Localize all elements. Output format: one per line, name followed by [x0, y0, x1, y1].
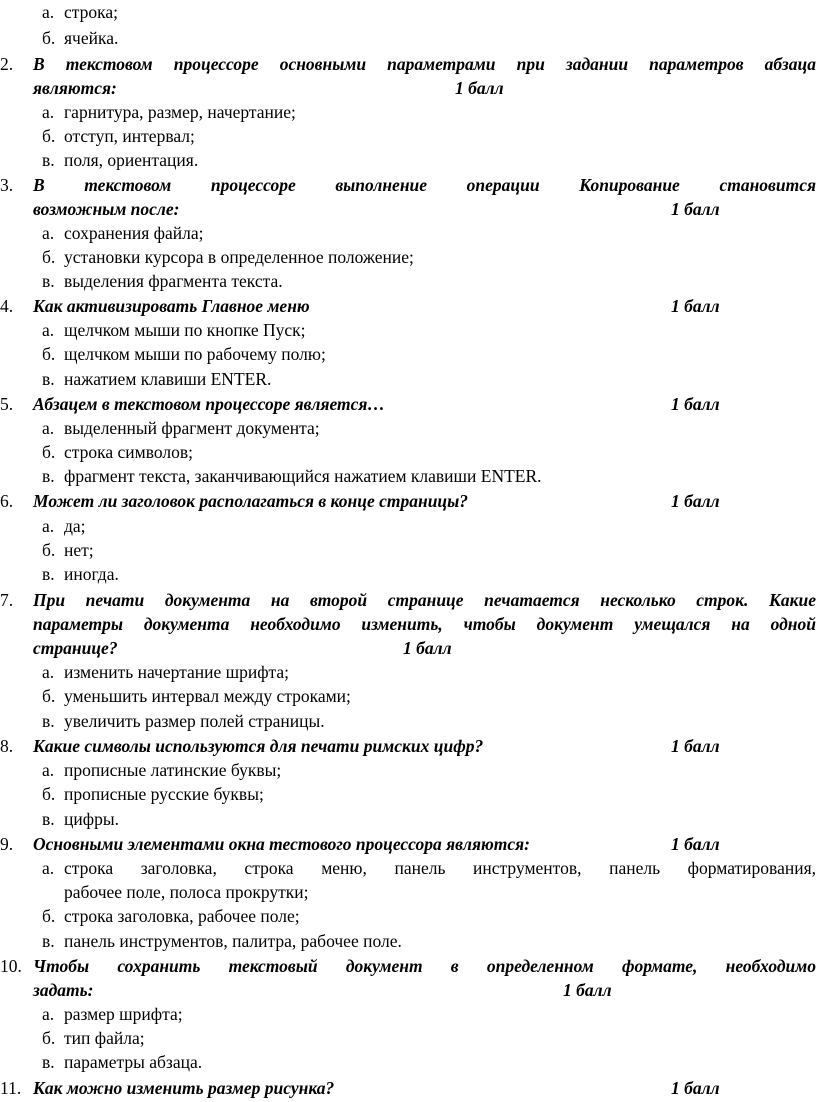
option-letter: а. [42, 858, 55, 878]
answer-option [42, 514, 86, 538]
option-text: параметры абзаца. [64, 1052, 203, 1072]
option-text: прописные русские буквы; [64, 784, 264, 804]
answer-option [42, 464, 542, 488]
question-number: 7. [0, 590, 14, 610]
option-text: цифры. [64, 809, 119, 829]
answer-option [42, 1026, 145, 1050]
option-letter: в. [42, 931, 55, 951]
option-letter: б. [42, 784, 56, 804]
score-label: 1 балл [671, 736, 720, 756]
score-label: 1 балл [563, 980, 612, 1000]
option-text: да; [64, 516, 86, 536]
option-text: установки курсора в определенное положение; [64, 247, 414, 267]
option-letter: а. [42, 662, 55, 682]
question-text: Основными элементами окна тестового процессора являются: [33, 834, 530, 854]
answer-option [42, 367, 271, 391]
answer-option [42, 440, 193, 464]
answer-option [42, 1002, 183, 1026]
option-text: размер шрифта; [64, 1004, 183, 1024]
question-text: Как активизировать Главное меню [33, 296, 310, 316]
question-number: 3. [0, 175, 14, 195]
option-text: отступ, интервал; [64, 126, 195, 146]
answer-option [42, 100, 296, 124]
option-letter: в. [42, 271, 55, 291]
option-letter: а. [42, 418, 55, 438]
option-letter: б. [42, 442, 56, 462]
option-letter: а. [42, 516, 55, 536]
question-text: Как можно изменить размер рисунка? [33, 1078, 335, 1098]
option-text: поля, ориентация. [64, 150, 199, 170]
option-letter: в. [42, 564, 55, 584]
score-label: 1 балл [671, 491, 720, 511]
option-text-continued: рабочее поле, полоса прокрутки; [64, 882, 309, 902]
option-letter: б. [42, 344, 56, 364]
answer-option [42, 904, 300, 928]
question-text: возможным после: [33, 199, 180, 219]
answer-option [42, 416, 320, 440]
question-text: параметры документа необходимо изменить, чтобы документ умещался на одной [33, 614, 816, 634]
option-text: строка; [64, 2, 118, 22]
answer-option [42, 538, 94, 562]
option-text: ячейка. [64, 28, 119, 48]
question-text: Абзацем в текстовом процессоре является… [33, 394, 385, 414]
option-letter: а. [42, 1004, 55, 1024]
answer-option [42, 245, 414, 269]
option-letter: в. [42, 466, 55, 486]
question-number: 9. [0, 834, 14, 854]
option-letter: а. [42, 223, 55, 243]
score-label: 1 балл [671, 199, 720, 219]
option-text: изменить начертание шрифта; [64, 662, 290, 682]
option-letter: а. [42, 320, 55, 340]
option-letter: б. [42, 28, 56, 48]
option-text: нет; [64, 540, 94, 560]
option-text: прописные латинские буквы; [64, 760, 282, 780]
option-text: щелчком мыши по рабочему полю; [64, 344, 326, 364]
score-label: 1 балл [671, 296, 720, 316]
option-text: гарнитура, размер, начертание; [64, 102, 296, 122]
option-letter: а. [42, 102, 55, 122]
option-text: выделенный фрагмент документа; [64, 418, 320, 438]
option-letter: в. [42, 1052, 55, 1072]
score-label: 1 балл [671, 1078, 720, 1098]
question-text: Может ли заголовок располагаться в конце страницы? [33, 491, 469, 511]
option-letter: а. [42, 2, 55, 22]
question-text: Какие символы используются для печати римских цифр? [33, 736, 484, 756]
answer-option [42, 26, 118, 50]
question-text: задать: [33, 980, 94, 1000]
question-number: 2. [0, 54, 14, 74]
option-letter: б. [42, 540, 56, 560]
score-label: 1 балл [455, 78, 504, 98]
answer-option [42, 758, 281, 782]
question-number: 10. [0, 956, 22, 976]
answer-option [42, 929, 402, 953]
answer-option [42, 856, 816, 880]
option-letter: б. [42, 686, 56, 706]
option-text: строка заголовка, строка меню, панель инструментов, панель форматирования, [64, 858, 816, 878]
score-label: 1 балл [671, 834, 720, 854]
option-text: выделения фрагмента текста. [64, 271, 283, 291]
question-number: 8. [0, 736, 14, 756]
answer-option [42, 807, 119, 831]
answer-option [42, 0, 118, 24]
answer-option [42, 221, 203, 245]
answer-option [42, 562, 119, 586]
option-letter: б. [42, 906, 56, 926]
question-number: 4. [0, 296, 14, 316]
question-number: 11. [0, 1078, 22, 1098]
option-text: иногда. [64, 564, 119, 584]
option-text: щелчком мыши по кнопке Пуск; [64, 320, 306, 340]
answer-option [42, 660, 289, 684]
option-letter: в. [42, 809, 55, 829]
score-label: 1 балл [671, 394, 720, 414]
answer-option [42, 1050, 202, 1074]
answer-option [42, 318, 306, 342]
option-text: фрагмент текста, заканчивающийся нажатием клавиши ENTER. [64, 466, 542, 486]
answer-option [42, 269, 283, 293]
option-letter: б. [42, 1028, 56, 1048]
answer-option [42, 148, 198, 172]
option-letter: в. [42, 150, 55, 170]
option-text: строка заголовка, рабочее поле; [64, 906, 300, 926]
option-letter: а. [42, 760, 55, 780]
option-text: увеличить размер полей страницы. [64, 711, 325, 731]
option-text: сохранения файла; [64, 223, 204, 243]
question-text: Чтобы сохранить текстовый документ в определенном формате, необходимо [33, 956, 816, 976]
question-text: В текстовом процессоре основными параметрами при задании параметров абзаца [33, 54, 816, 74]
question-number: 6. [0, 491, 14, 511]
option-letter: в. [42, 369, 55, 389]
question-text: странице? [33, 638, 118, 658]
answer-option [42, 124, 195, 148]
option-text: строка символов; [64, 442, 193, 462]
option-letter: б. [42, 126, 56, 146]
option-text: уменьшить интервал между строками; [64, 686, 351, 706]
option-letter: в. [42, 711, 55, 731]
answer-option [42, 709, 325, 733]
answer-option [42, 342, 326, 366]
answer-option [42, 782, 264, 806]
option-letter: б. [42, 247, 56, 267]
answer-option [42, 684, 351, 708]
question-text: являются: [33, 78, 117, 98]
question-text: В текстовом процессоре выполнение операции Копирование становится [33, 175, 816, 195]
option-text: тип файла; [64, 1028, 145, 1048]
score-label: 1 балл [403, 638, 452, 658]
option-text: нажатием клавиши ENTER. [64, 369, 272, 389]
question-number: 5. [0, 394, 14, 414]
option-text: панель инструментов, палитра, рабочее поле. [64, 931, 402, 951]
question-text: При печати документа на второй странице печатается несколько строк. Какие [33, 590, 816, 610]
